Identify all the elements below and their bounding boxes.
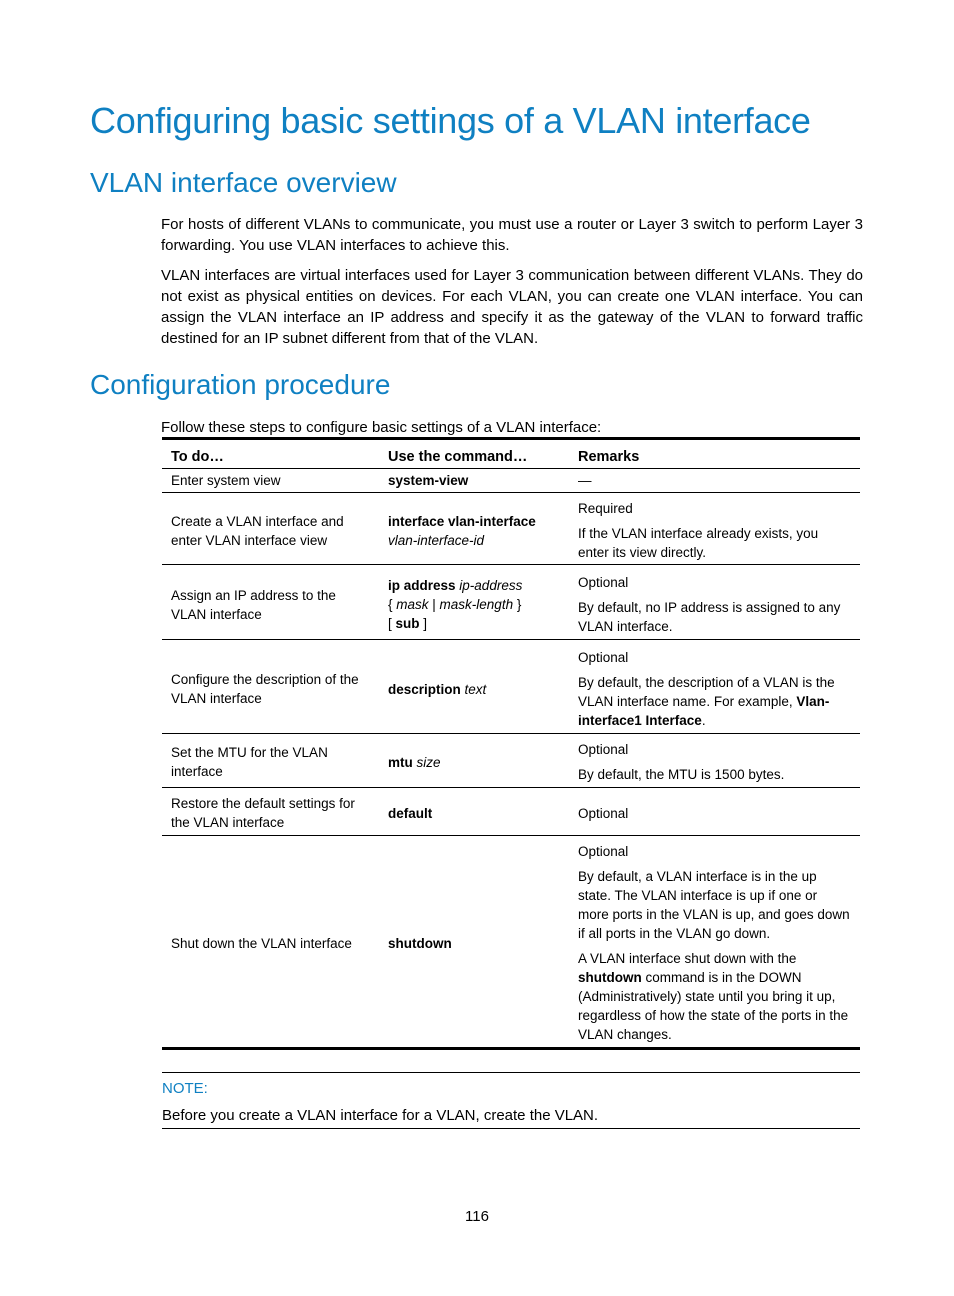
table-row	[162, 734, 860, 788]
remark-line: A VLAN interface shut down with the shutdown command is in the DOWN (Administratively) state until you bring it up, regardless of how the state of the ports in the VLAN changes.	[578, 951, 849, 1042]
step-description: Restore the default settings for the VLAN interface	[162, 788, 379, 836]
table-header-row	[162, 439, 860, 469]
step-command: ip address ip-address { mask | mask-length } [ sub ]	[379, 565, 569, 640]
step-description: Assign an IP address to the VLAN interface	[162, 565, 379, 640]
overview-paragraph-2: VLAN interfaces are virtual interfaces used for Layer 3 communication between different VLANs. They do not exist as physical entities on devices. For each VLAN, you can create one VLAN interface. You can assign the VLAN interface an IP address and specify it as the gateway of the VLAN to forward traffic destined for an IP subnet different from that of the VLAN.	[161, 267, 863, 347]
table-row	[162, 493, 860, 565]
step-command: system-view	[379, 469, 569, 493]
table-row	[162, 640, 860, 734]
note-text: Before you create a VLAN interface for a VLAN, create the VLAN.	[162, 1107, 599, 1124]
remark-line: By default, the MTU is 1500 bytes.	[578, 767, 785, 782]
column-header-remarks: Remarks	[569, 439, 860, 469]
step-description: Create a VLAN interface and enter VLAN interface view	[162, 493, 379, 565]
step-remarks	[569, 493, 860, 565]
step-description: Set the MTU for the VLAN interface	[162, 734, 379, 788]
remark-line: Optional	[578, 650, 629, 665]
table-row	[162, 469, 860, 493]
procedure-intro: Follow these steps to configure basic settings of a VLAN interface:	[161, 419, 602, 436]
section-heading-procedure: Configuration procedure	[90, 369, 391, 400]
remark-line: By default, the description of a VLAN is the VLAN interface name. For example, Vlan-interface1 Interface.	[578, 675, 835, 728]
note-label: NOTE:	[162, 1080, 208, 1097]
section-heading-overview: VLAN interface overview	[90, 167, 397, 198]
remark-line: By default, a VLAN interface is in the up state. The VLAN interface is up if one or more ports in the VLAN is up, and goes down if all ports in the VLAN go down.	[578, 869, 850, 941]
step-remarks	[569, 734, 860, 788]
page-number: 116	[465, 1208, 489, 1225]
step-command: description text	[379, 640, 569, 734]
column-header-todo: To do…	[162, 439, 379, 469]
remark-line: Optional	[578, 805, 629, 821]
step-remarks	[569, 640, 860, 734]
overview-paragraph-1: For hosts of different VLANs to communicate, you must use a router or Layer 3 switch to perform Layer 3 forwarding. You use VLAN interfaces to achieve this.	[161, 216, 863, 254]
table-row	[162, 788, 860, 836]
remark-line: Optional	[578, 575, 629, 590]
step-command: interface vlan-interface vlan-interface-id	[379, 493, 569, 565]
step-command: mtu size	[379, 734, 569, 788]
step-description: Enter system view	[162, 469, 379, 493]
remark-line: —	[578, 473, 592, 488]
step-description: Shut down the VLAN interface	[171, 935, 352, 951]
page-title: Configuring basic settings of a VLAN interface	[90, 100, 811, 141]
configuration-steps-table	[162, 437, 860, 1050]
step-command: default	[379, 788, 569, 836]
remark-line: Optional	[578, 742, 629, 757]
step-remarks	[569, 565, 860, 640]
step-remarks	[569, 469, 860, 493]
column-header-command: Use the command…	[379, 439, 569, 469]
step-remarks	[569, 836, 860, 1049]
note-top-rule	[162, 1072, 860, 1073]
remark-line: By default, no IP address is assigned to any VLAN interface.	[578, 600, 841, 634]
remark-line: If the VLAN interface already exists, you enter its view directly.	[578, 526, 819, 560]
table-row	[162, 565, 860, 640]
step-remarks	[569, 788, 860, 836]
step-description: Configure the description of the VLAN interface	[162, 640, 379, 734]
remark-line: Optional	[578, 844, 629, 859]
step-command: shutdown	[388, 935, 452, 951]
remark-line: Required	[578, 501, 633, 516]
table-row	[162, 836, 860, 1049]
note-bottom-rule	[162, 1128, 860, 1129]
